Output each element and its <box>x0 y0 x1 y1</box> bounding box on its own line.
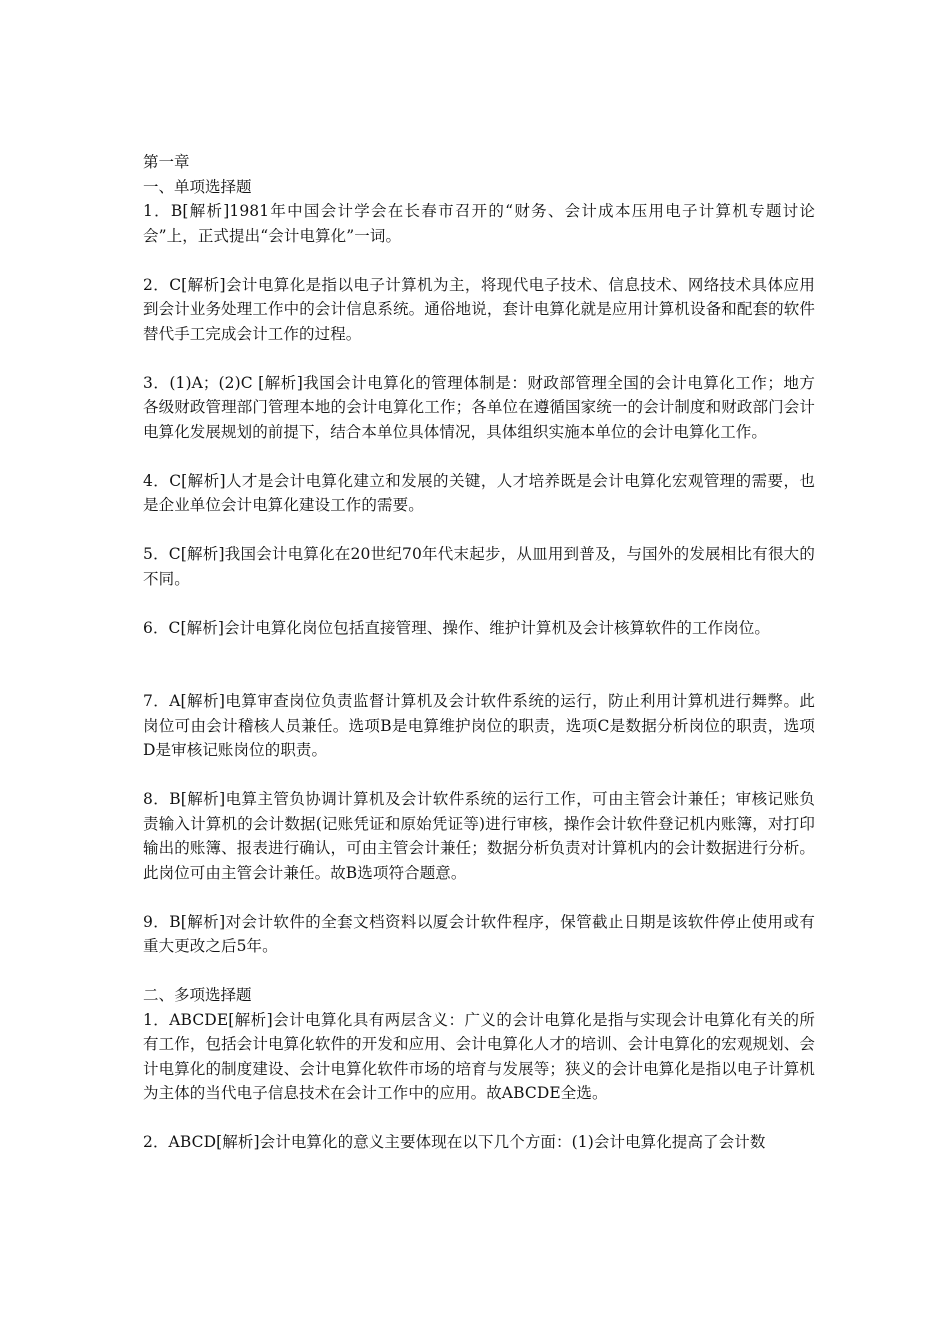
paragraph-spacer <box>143 591 815 616</box>
paragraph-spacer <box>143 959 815 984</box>
paragraph-spacer <box>143 444 815 469</box>
paragraph-spacer <box>143 763 815 788</box>
answer-paragraph: 1．B[解析]1981年中国会计学会在长春市召开的“财务、会计成本压用电子计算机专题讨论会”上，正式提出“会计电算化”一词。 <box>143 202 815 245</box>
paragraph-spacer <box>143 346 815 371</box>
answer-paragraph: 5．C[解析]我国会计电算化在20世纪70年代末起步，从皿用到普及，与国外的发展相比有很大的不同。 <box>143 545 815 588</box>
paragraph-spacer <box>143 1106 815 1131</box>
document-body <box>143 150 815 1155</box>
answer-paragraph: 4．C[解析]人才是会计电算化建立和发展的关键，人才培养既是会计电算化宏观管理的需要，也是企业单位会计电算化建设工作的需要。 <box>143 471 815 514</box>
answer-paragraph: 6．C[解析]会计电算化岗位包括直接管理、操作、维护计算机及会计核算软件的工作岗位。 <box>143 618 771 637</box>
answer-paragraph: 9．B[解析]对会计软件的全套文档资料以厦会计软件程序，保管截止日期是该软件停止使用或有重大更改之后5年。 <box>143 912 815 955</box>
section-heading-single-choice: 一、单项选择题 <box>143 177 252 196</box>
answer-paragraph: 2．C[解析]会计电算化是指以电子计算机为主，将现代电子技术、信息技术、网络技术具体应用到会计业务处理工作中的会计信息系统。通俗地说，套计电算化就是应用计算机设备和配套的软件替代手工完成会计工作的过程。 <box>143 275 815 343</box>
paragraph-spacer <box>143 518 815 543</box>
answer-paragraph: 8．B[解析]电算主管负协调计算机及会计软件系统的运行工作，可由主管会计兼任；审核记账负责输入计算机的会计数据(记账凭证和原始凭证等)进行审核，操作会计软件登记机内账簿，对打印输出的账簿、报表进行确认，可由主管会计兼任；数据分析负责对计算机内的会计数据进行分析。此岗位可由主管会计兼任。故B选项符合题意。 <box>143 790 815 882</box>
paragraph-spacer <box>143 248 815 273</box>
chapter-title: 第一章 <box>143 153 190 171</box>
answer-paragraph: 7．A[解析]电算审查岗位负责监督计算机及会计软件系统的运行，防止利用计算机进行舞弊。此岗位可由会计稽核人员兼任。选项B是电算维护岗位的职责，选项C是数据分析岗位的职责，选项D是审核记账岗位的职责。 <box>143 692 815 759</box>
paragraph-spacer <box>143 640 815 689</box>
answer-paragraph: 2．ABCD[解析]会计电算化的意义主要体现在以下几个方面：(1)会计电算化提高了会计数 <box>143 1133 766 1151</box>
answer-paragraph: 3．(1)A；(2)C [解析]我国会计电算化的管理体制是：财政部管理全国的会计电算化工作；地方各级财政管理部门管理本地的会计电算化工作；各单位在遵循国家统一的会计制度和财政部门会计电算化发展规划的前提下，结合本单位具体情况，具体组织实施本单位的会计电算化工作。 <box>143 373 815 441</box>
answer-paragraph: 1．ABCDE[解析]会计电算化具有两层含义：广义的会计电算化是指与实现会计电算化有关的所有工作，包括会计电算化软件的开发和应用、会计电算化人才的培训、会计电算化的宏观规划、会计电算化的制度建设、会计电算化软件市场的培育与发展等；狭义的会计电算化是指以电子计算机为主体的当代电子信息技术在会计工作中的应用。故ABCDE全选。 <box>143 1010 815 1102</box>
section-heading-multiple-choice: 二、多项选择题 <box>143 986 252 1004</box>
paragraph-spacer <box>143 885 815 910</box>
